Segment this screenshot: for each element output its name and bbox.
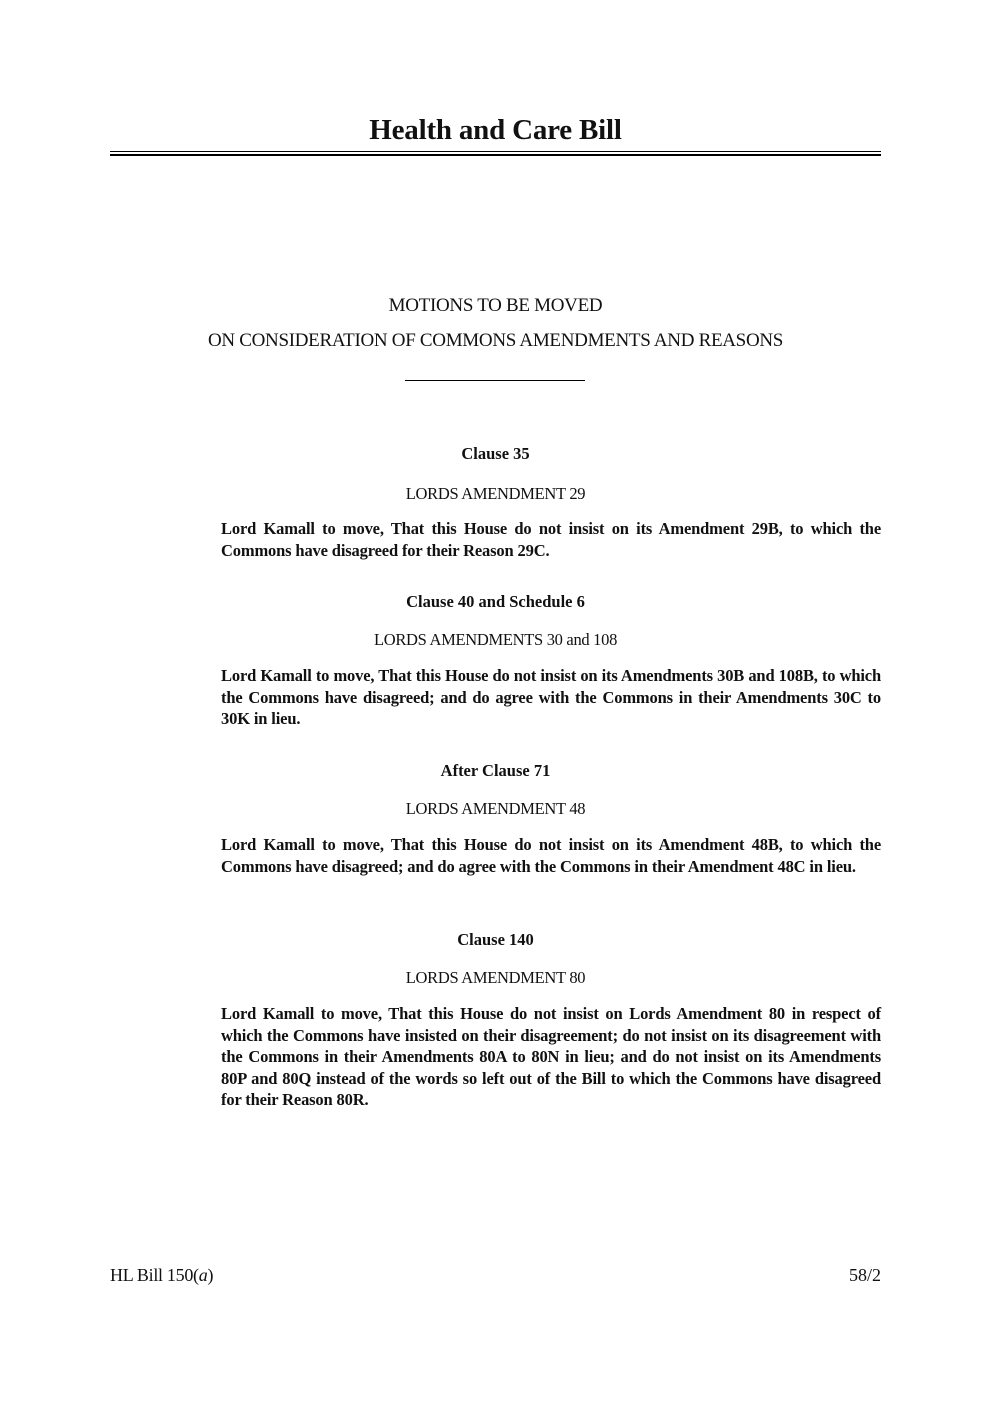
motion-text: Lord Kamall to move, That this House do not insist on its Amendment 29B, to which the Commons have disagreed for their Reason 29C. bbox=[221, 519, 881, 560]
subtitle-consideration: ON CONSIDERATION OF COMMONS AMENDMENTS AND REASONS bbox=[207, 330, 784, 351]
section-divider bbox=[405, 380, 585, 381]
clause-heading: Clause 140 bbox=[457, 930, 534, 949]
motion-text: Lord Kamall to move, That this House do not insist on Lords Amendment 80 in respect of which the Commons have insisted on their disagreement; do not insist on its disagreement with the Commons in their Amendments 80A to 80N in lieu; and do not insist on its Amendments 80P and 80Q instead of the words so left out of the Bill to which the Commons have disagreed for their Reason 80R. bbox=[221, 1004, 881, 1109]
page-reference: 58/2 bbox=[848, 1265, 881, 1285]
clause-heading: Clause 35 bbox=[461, 444, 530, 463]
clause-heading: Clause 40 and Schedule 6 bbox=[406, 592, 585, 611]
amendment-heading: LORDS AMENDMENTS 30 and 108 bbox=[373, 630, 618, 649]
bill-number bbox=[110, 1264, 213, 1286]
amendment-heading: LORDS AMENDMENT 48 bbox=[405, 799, 586, 818]
title-rule-thin bbox=[110, 151, 881, 152]
motion-text: Lord Kamall to move, That this House do not insist on its Amendments 30B and 108B, to which the Commons have disagreed; and do agree with the Commons in their Amendments 30C to 30K in lieu. bbox=[221, 666, 881, 728]
title-rule-thick bbox=[110, 154, 881, 156]
subtitle-motions: MOTIONS TO BE MOVED bbox=[388, 295, 603, 316]
bill-number-suffix-letter: a bbox=[198, 1265, 208, 1285]
amendment-heading: LORDS AMENDMENT 80 bbox=[405, 968, 586, 987]
clause-heading: After Clause 71 bbox=[440, 761, 551, 780]
bill-number-prefix: HL Bill 150( bbox=[110, 1265, 199, 1285]
motion-text: Lord Kamall to move, That this House do not insist on its Amendment 48B, to which the Commons have disagreed; and do agree with the Commons in their Amendment 48C in lieu. bbox=[221, 835, 881, 876]
bill-number-close: ) bbox=[207, 1265, 214, 1285]
amendment-heading: LORDS AMENDMENT 29 bbox=[405, 484, 586, 503]
bill-title: Health and Care Bill bbox=[369, 114, 622, 146]
